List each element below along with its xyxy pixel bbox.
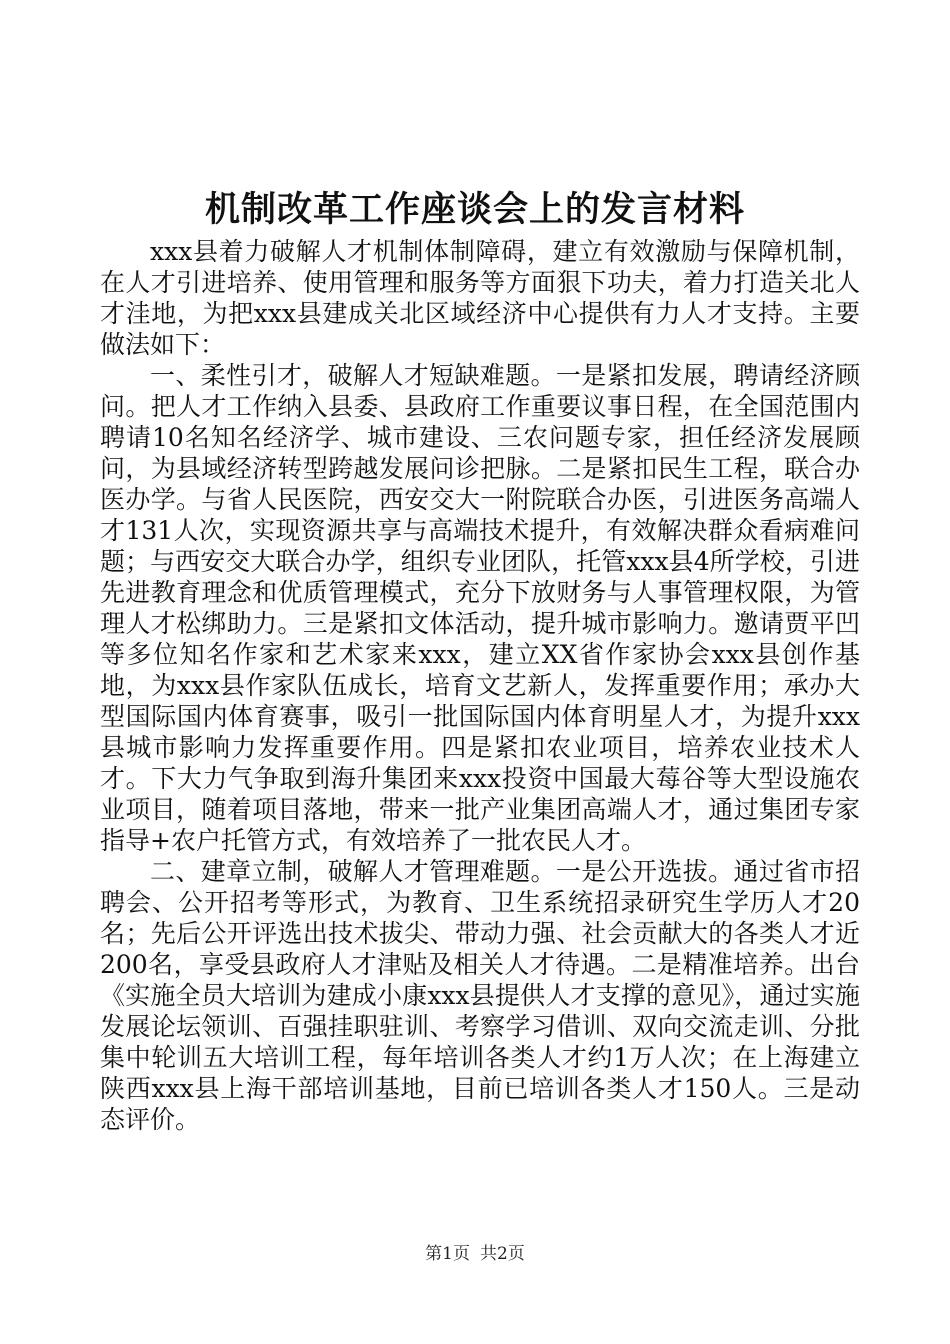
paragraph-intro: xxx县着力破解人才机制体制障碍，建立有效激励与保障机制，在人才引进培养、使用管理和服务等方面狠下功夫，着力打造关北人才洼地，为把xxx县建成关北区域经济中心提供有力人才支持。主要做法如下： (100, 237, 860, 359)
paragraph-section-one: 一、柔性引才，破解人才短缺难题。一是紧扣发展，聘请经济顾问。把人才工作纳入县委、县政府工作重要议事日程，在全国范围内聘请10名知名经济学、城市建设、三农问题专家，担任经济发展顾问，为县域经济转型跨越发展问诊把脉。二是紧扣民生工程，联合办医办学。与省人民医院，西安交大一附院联合办医，引进医务高端人才131人次，实现资源共享与高端技术提升，有效解决群众看病难问题；与西安交大联合办学，组织专业团队，托管xxx县4所学校，引进先进教育理念和优质管理模式，充分下放财务与人事管理权限，为管理人才松绑助力。三是紧扣文体活动，提升城市影响力。邀请贾平凹等多位知名作家和艺术家来xxx，建立XX省作家协会xxx县创作基地，为xxx县作家队伍成长，培育文艺新人，发挥重要作用；承办大型国际国内体育赛事，吸引一批国际国内体育明星人才，为提升xxx县城市影响力发挥重要作用。四是紧扣农业项目，培养农业技术人才。下大力气争取到海升集团来xxx投资中国最大莓谷等大型设施农业项目，随着项目落地，带来一批产业集团高端人才，通过集团专家指导+农户托管方式，有效培养了一批农民人才。 (100, 361, 860, 855)
paragraph-section-two: 二、建章立制，破解人才管理难题。一是公开选拔。通过省市招聘会、公开招考等形式，为教育、卫生系统招录研究生学历人才20名；先后公开评选出技术拔尖、带动力强、社会贡献大的各类人才近200名，享受县政府人才津贴及相关人才待遇。二是精准培养。出台《实施全员大培训为建成小康xxx县提供人才支撑的意见》，通过实施发展论坛领训、百强挂职驻训、考察学习借训、双向交流走训、分批集中轮训五大培训工程，每年培训各类人才约1万人次；在上海建立陕西xxx县上海干部培训基地，目前已培训各类人才150人。三是动态评价。 (100, 857, 860, 1134)
page-total: 共2页 (480, 1244, 525, 1264)
document-body (100, 236, 860, 1135)
page-footer (0, 1242, 950, 1266)
document-title: 机制改革工作座谈会上的发言材料 (204, 189, 745, 230)
page-number: 第1页 (425, 1244, 470, 1264)
